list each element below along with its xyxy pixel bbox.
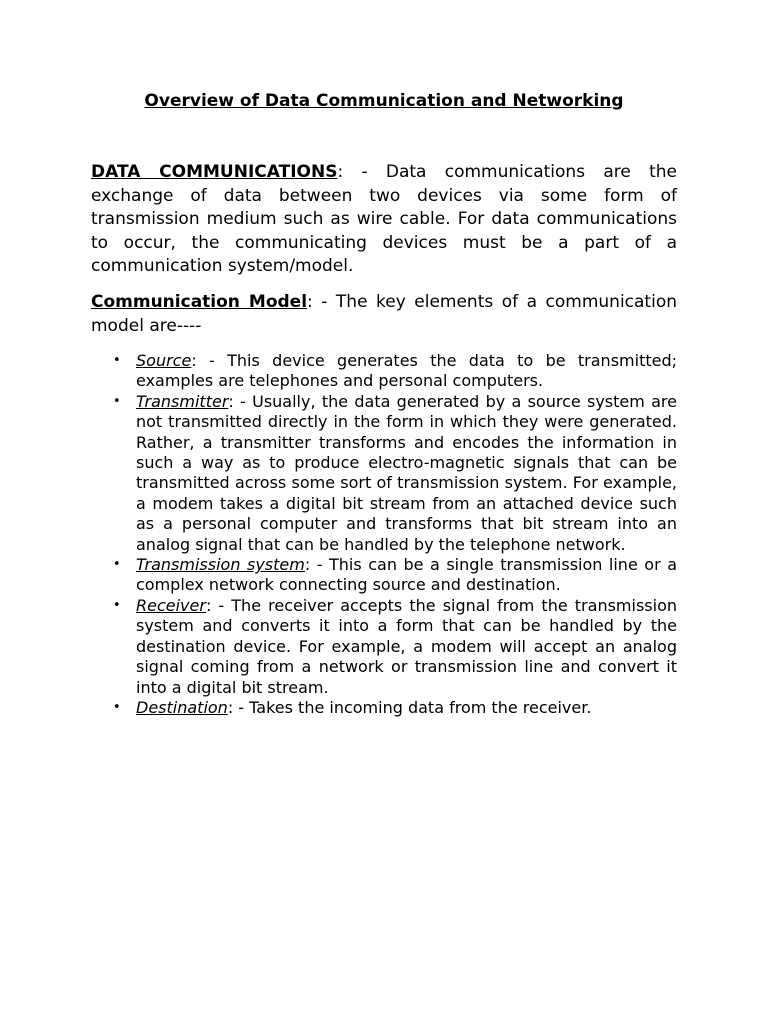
list-item (113, 555, 677, 596)
communication-model-heading: Communication Model (91, 292, 308, 312)
bullet-icon: • (113, 557, 121, 573)
source-description: : - This device generates the data to be transmitted; examples are telephones and personal computers. (136, 351, 677, 391)
list-item (113, 596, 677, 698)
data-communications-paragraph (91, 161, 677, 279)
page-title: Overview of Data Communication and Networking (144, 91, 624, 111)
transmitter-description: : - Usually, the data generated by a source system are not transmitted directly in the form in which they were generated. Rather, a transmitter transforms and encodes the information in such a way as to produce electro-magnetic signals that can be transmitted across some sort of transmission system. For example, a modem takes a digital bit stream from an attached device such as a personal computer and transforms that bit stream into an analog signal that can be handled by the telephone network. (136, 391, 677, 554)
transmitter-term: Transmitter (136, 391, 229, 411)
communication-elements-list (113, 351, 677, 718)
destination-description: : - Takes the incoming data from the receiver. (227, 697, 592, 717)
communication-model-paragraph (91, 291, 677, 338)
bullet-icon: • (113, 597, 121, 613)
list-item (113, 698, 677, 718)
source-term: Source (136, 351, 192, 370)
destination-term: Destination (136, 697, 228, 717)
communication-model-text: : - The key elements of a communication model are---- (91, 292, 677, 336)
bullet-icon: • (113, 353, 121, 368)
data-communications-text: : - Data communications are the exchange of data between two devices via some form of transmission medium such as wire cable. For data communications to occur, the communicating devices must be a part of a communication system/model. (91, 162, 678, 277)
list-item (113, 351, 677, 392)
receiver-term: Receiver (136, 595, 206, 615)
data-communications-heading: DATA COMMUNICATIONS (91, 162, 338, 182)
bullet-icon: • (113, 699, 121, 715)
bullet-icon: • (113, 393, 121, 409)
list-item (113, 392, 677, 555)
receiver-description: : - The receiver accepts the signal from the transmission system and converts it into a form that can be handled by the destination device. For example, a modem will accept an analog signal coming from a network or transmission line and convert it into a digital bit stream. (136, 595, 677, 697)
transmission-system-term: Transmission system (136, 555, 305, 575)
transmission-system-description: : - This can be a single transmission line or a complex network connecting source and destination. (136, 555, 677, 595)
